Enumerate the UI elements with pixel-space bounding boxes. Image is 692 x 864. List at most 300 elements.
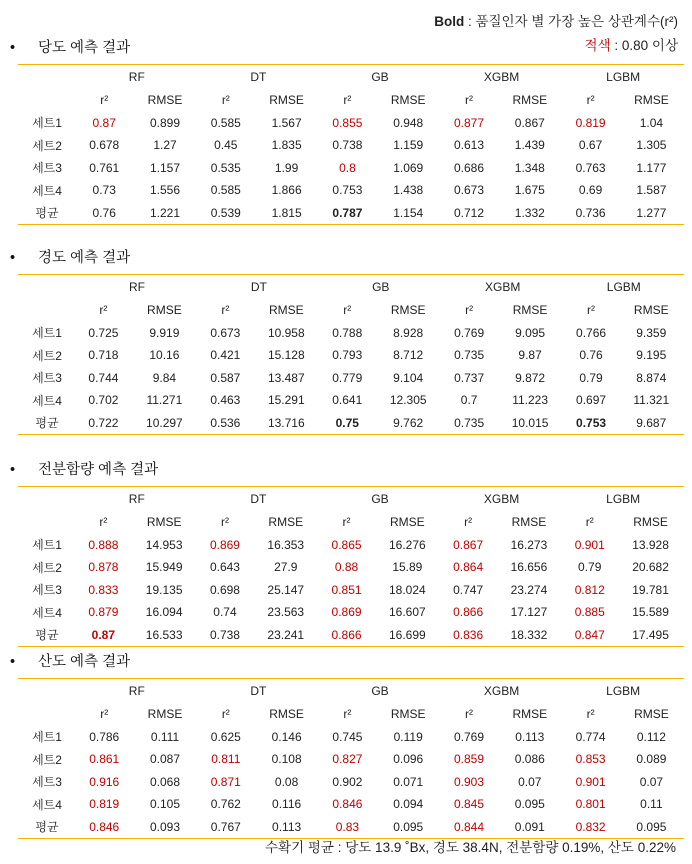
table-cell: 1.159 xyxy=(393,138,424,153)
table-cell: 1.439 xyxy=(514,138,545,153)
table-cell: 0.73 xyxy=(92,183,116,198)
corner-cell xyxy=(18,487,76,512)
table-cell: 0.859 xyxy=(453,752,485,767)
table-cell: 0.867 xyxy=(514,115,545,130)
section-title-text: 산도 예측 결과 xyxy=(38,654,131,670)
model-header: XGBM xyxy=(441,487,563,512)
section-title xyxy=(10,246,130,267)
table-cell: 13.716 xyxy=(253,412,320,435)
model-header: DT xyxy=(198,487,320,512)
row-label: 세트2 xyxy=(32,138,62,153)
table-cell: 0.738 xyxy=(198,624,253,647)
table-cell: 0.861 xyxy=(89,752,120,767)
table-cell: 0.116 xyxy=(272,797,302,812)
table-cell: 0.737 xyxy=(454,370,485,385)
table-cell: 0.747 xyxy=(453,582,484,597)
row-label: 세트1 xyxy=(32,116,62,131)
table-cell: 0.67 xyxy=(578,138,603,153)
table-cell: 0.846 xyxy=(76,816,132,839)
table-cell: 0.787 xyxy=(319,202,375,225)
metric-header: RMSE xyxy=(634,707,669,722)
row-label: 세트3 xyxy=(32,775,62,790)
table-cell: 1.348 xyxy=(514,160,545,175)
metric-header: r² xyxy=(465,303,474,318)
table-cell: 0.146 xyxy=(271,729,302,744)
table-cell: 0.851 xyxy=(331,582,362,597)
table-cell: 0.836 xyxy=(441,624,496,647)
model-header-row xyxy=(18,679,684,704)
table-cell: 0.702 xyxy=(88,393,119,408)
metric-header: r² xyxy=(586,93,595,108)
table-cell: 16.273 xyxy=(510,537,548,552)
table-cell: 0.735 xyxy=(442,412,497,435)
table-cell: 0.613 xyxy=(453,138,485,153)
table-cell: 15.949 xyxy=(145,560,183,575)
metric-header: r² xyxy=(464,515,473,530)
table-cell: 0.087 xyxy=(150,752,181,767)
table-cell: 0.698 xyxy=(209,582,240,597)
table-cell: 9.762 xyxy=(375,412,442,435)
metric-header-row xyxy=(18,703,684,726)
table-cell: 1.154 xyxy=(376,202,441,225)
table-row xyxy=(18,624,684,647)
table-row xyxy=(18,367,684,390)
row-label: 세트2 xyxy=(32,348,62,363)
model-header-row xyxy=(18,275,684,300)
table-row xyxy=(18,202,684,225)
metric-header: r² xyxy=(343,707,352,722)
table-cell: 10.297 xyxy=(131,412,198,435)
metric-header: RMSE xyxy=(633,515,668,530)
metric-header: r² xyxy=(586,707,595,722)
table-cell: 1.04 xyxy=(639,115,664,130)
model-header-row xyxy=(18,487,684,512)
table-cell: 0.11 xyxy=(640,797,663,812)
legend-red-label: 적색 xyxy=(584,38,611,53)
model-header: XGBM xyxy=(441,679,563,704)
metric-header: RMSE xyxy=(269,707,304,722)
table-cell: 9.687 xyxy=(618,412,684,435)
table-cell: 0.832 xyxy=(562,816,618,839)
table-cell: 10.16 xyxy=(149,348,180,363)
model-header: XGBM xyxy=(442,275,564,300)
table-cell: 0.45 xyxy=(214,138,238,153)
row-label: 평균 xyxy=(18,624,76,647)
results-table xyxy=(18,678,684,839)
table-cell: 0.071 xyxy=(393,774,424,789)
table-cell: 0.113 xyxy=(254,816,319,839)
table-cell: 0.587 xyxy=(210,370,241,385)
table-cell: 0.643 xyxy=(209,560,240,575)
table-cell: 16.276 xyxy=(388,537,426,552)
table-cell: 0.095 xyxy=(376,816,441,839)
corner-cell xyxy=(18,679,76,704)
table-cell: 0.068 xyxy=(150,774,181,789)
model-header: GB xyxy=(319,679,441,704)
table-cell: 23.563 xyxy=(267,605,305,620)
table-cell: 0.869 xyxy=(209,537,240,552)
table-cell: 1.277 xyxy=(619,202,684,225)
table-cell: 9.919 xyxy=(149,325,180,340)
table-cell: 9.84 xyxy=(152,370,177,385)
table-cell: 25.147 xyxy=(267,582,305,597)
table-cell: 0.779 xyxy=(332,370,363,385)
table-cell: 8.928 xyxy=(393,325,424,340)
metric-header: RMSE xyxy=(390,707,426,722)
table-cell: 1.815 xyxy=(254,202,319,225)
table-row xyxy=(18,601,684,624)
row-label: 평균 xyxy=(18,202,76,225)
table-cell: 0.774 xyxy=(575,729,606,744)
table-cell: 0.712 xyxy=(441,202,497,225)
table-row xyxy=(18,534,684,557)
table-cell: 0.421 xyxy=(210,348,241,363)
table-cell: 0.7 xyxy=(460,393,478,408)
table-cell: 0.093 xyxy=(132,816,197,839)
table-cell: 0.788 xyxy=(332,325,363,340)
table-cell: 0.738 xyxy=(332,138,363,153)
table-cell: 17.127 xyxy=(510,605,548,620)
model-header: DT xyxy=(198,679,320,704)
table-cell: 1.221 xyxy=(132,202,197,225)
model-header: RF xyxy=(76,65,198,90)
table-cell: 1.157 xyxy=(150,160,181,175)
section-title xyxy=(10,458,158,479)
metric-header: r² xyxy=(465,93,473,108)
metric-header: r² xyxy=(99,515,108,530)
table-cell: 0.827 xyxy=(332,752,363,767)
metric-header-row xyxy=(18,511,684,534)
table-cell: 0.901 xyxy=(574,537,605,552)
table-cell: 0.83 xyxy=(319,816,375,839)
corner-cell xyxy=(18,89,76,112)
metric-header: r² xyxy=(220,515,229,530)
table-cell: 0.585 xyxy=(210,115,241,130)
table-cell: 9.095 xyxy=(515,325,546,340)
table-cell: 0.722 xyxy=(76,412,131,435)
metric-header: RMSE xyxy=(511,515,547,530)
metric-header: r² xyxy=(342,515,351,530)
table-cell: 0.686 xyxy=(453,160,485,175)
table-cell: 12.305 xyxy=(389,393,427,408)
table-cell: 11.271 xyxy=(146,393,183,408)
model-header: LGBM xyxy=(562,487,684,512)
table-cell: 0.725 xyxy=(88,325,119,340)
bullet-icon: • xyxy=(10,462,16,478)
metric-header: RMSE xyxy=(390,93,426,108)
table-cell: 1.835 xyxy=(271,138,302,153)
table-cell: 9.104 xyxy=(393,370,424,385)
table-cell: 0.855 xyxy=(332,115,363,130)
metric-header: r² xyxy=(587,303,596,318)
table-row xyxy=(18,179,684,202)
table-cell: 0.108 xyxy=(271,752,302,767)
table-cell: 0.095 xyxy=(619,816,684,839)
table-cell: 0.625 xyxy=(210,729,241,744)
metric-header: r² xyxy=(465,707,473,722)
metric-header: RMSE xyxy=(268,515,304,530)
metric-header: r² xyxy=(221,707,230,722)
table-cell: 1.305 xyxy=(636,138,667,153)
table-cell: 0.08 xyxy=(274,774,299,789)
table-row xyxy=(18,389,684,412)
table-row xyxy=(18,748,684,771)
table-cell: 0.845 xyxy=(453,797,485,812)
table-cell: 0.763 xyxy=(575,160,606,175)
table-cell: 15.89 xyxy=(392,560,423,575)
corner-cell xyxy=(18,65,76,90)
table-cell: 0.095 xyxy=(514,797,545,812)
table-row xyxy=(18,556,684,579)
table-cell: 0.07 xyxy=(639,774,664,789)
table-cell: 23.241 xyxy=(252,624,319,647)
table-cell: 17.495 xyxy=(617,624,684,647)
metric-header: RMSE xyxy=(633,303,669,318)
table-cell: 9.359 xyxy=(636,325,667,340)
table-cell: 16.607 xyxy=(388,605,426,620)
section-title-text: 경도 예측 결과 xyxy=(38,250,131,266)
table-cell: 0.801 xyxy=(575,797,606,812)
table-cell: 0.879 xyxy=(88,605,119,620)
section-title xyxy=(10,36,130,57)
table-cell: 0.846 xyxy=(332,797,363,812)
table-cell: 0.916 xyxy=(89,774,120,789)
bullet-icon: • xyxy=(10,654,16,670)
row-label: 평균 xyxy=(18,816,76,839)
table-cell: 0.769 xyxy=(454,325,485,340)
table-cell: 0.811 xyxy=(211,752,241,767)
section-title-text: 당도 예측 결과 xyxy=(38,40,131,56)
table-cell: 16.656 xyxy=(510,560,548,575)
row-label: 세트1 xyxy=(32,730,62,745)
model-header: LGBM xyxy=(562,65,684,90)
metric-header-row xyxy=(18,299,684,322)
table-cell: 27.9 xyxy=(274,560,298,575)
metric-header: r² xyxy=(585,515,594,530)
legend-red-text: : 0.80 이상 xyxy=(610,38,678,53)
table-cell: 16.533 xyxy=(131,624,198,647)
table-cell: 0.086 xyxy=(514,752,545,767)
table-cell: 0.903 xyxy=(453,774,485,789)
table-cell: 16.094 xyxy=(145,605,183,620)
metric-header: r² xyxy=(221,303,230,318)
row-label: 세트2 xyxy=(32,560,62,575)
row-label: 세트4 xyxy=(32,797,62,812)
corner-cell xyxy=(18,275,76,300)
table-row xyxy=(18,112,684,135)
table-cell: 0.745 xyxy=(332,729,363,744)
table-cell: 0.769 xyxy=(453,729,485,744)
table-cell: 0.899 xyxy=(150,115,181,130)
table-cell: 0.091 xyxy=(497,816,562,839)
table-cell: 1.438 xyxy=(393,183,424,198)
metric-header: RMSE xyxy=(147,707,183,722)
table-cell: 0.111 xyxy=(150,729,180,744)
metric-header: r² xyxy=(221,93,230,108)
table-cell: 0.87 xyxy=(92,115,116,130)
metric-header: RMSE xyxy=(634,93,669,108)
table-cell: 18.332 xyxy=(496,624,563,647)
results-table xyxy=(18,274,684,435)
model-header: LGBM xyxy=(564,275,684,300)
table-cell: 0.76 xyxy=(579,348,603,363)
table-cell: 10.015 xyxy=(497,412,564,435)
table-cell: 9.195 xyxy=(636,348,667,363)
table-cell: 0.878 xyxy=(88,560,119,575)
legend-red xyxy=(585,34,678,54)
bullet-icon: • xyxy=(10,250,16,266)
bullet-icon: • xyxy=(10,40,16,56)
table-cell: 0.948 xyxy=(393,115,424,130)
table-cell: 0.853 xyxy=(575,752,606,767)
table-row xyxy=(18,412,684,435)
metric-header: RMSE xyxy=(512,707,548,722)
table-cell: 16.699 xyxy=(374,624,441,647)
table-row xyxy=(18,322,684,345)
table-cell: 9.87 xyxy=(518,348,542,363)
table-cell: 0.871 xyxy=(210,774,241,789)
table-cell: 0.819 xyxy=(89,797,120,812)
model-header-row xyxy=(18,65,684,90)
table-cell: 11.223 xyxy=(512,393,548,408)
table-cell: 1.27 xyxy=(153,138,177,153)
row-label: 세트1 xyxy=(32,538,62,553)
table-cell: 1.332 xyxy=(497,202,562,225)
metric-header: RMSE xyxy=(147,303,182,318)
table-cell: 0.75 xyxy=(320,412,375,435)
table-cell: 0.864 xyxy=(453,560,484,575)
metric-header: RMSE xyxy=(269,93,304,108)
table-cell: 1.069 xyxy=(393,160,424,175)
table-cell: 0.865 xyxy=(331,537,362,552)
table-cell: 0.901 xyxy=(575,774,606,789)
row-label: 세트4 xyxy=(32,393,62,408)
table-cell: 1.567 xyxy=(271,115,302,130)
model-header: GB xyxy=(320,275,442,300)
table-cell: 0.736 xyxy=(562,202,618,225)
table-cell: 0.888 xyxy=(88,537,119,552)
table-cell: 18.024 xyxy=(388,582,426,597)
table-cell: 20.682 xyxy=(632,560,669,575)
table-cell: 0.793 xyxy=(332,348,363,363)
corner-cell xyxy=(18,299,76,322)
table-cell: 0.673 xyxy=(210,325,241,340)
table-row xyxy=(18,771,684,794)
table-cell: 1.556 xyxy=(150,183,181,198)
table-cell: 0.766 xyxy=(576,325,607,340)
metric-header-row xyxy=(18,89,684,112)
table-cell: 8.874 xyxy=(636,370,667,385)
table-cell: 13.928 xyxy=(632,537,669,552)
footer-note: 수확기 평균 : 당도 13.9 ˚Bx, 경도 38.4N, 전분함량 0.19%, 산도 0.22% xyxy=(265,840,676,855)
row-label: 세트3 xyxy=(32,583,62,598)
table-cell: 19.135 xyxy=(145,582,183,597)
table-cell: 0.88 xyxy=(334,560,359,575)
model-header: XGBM xyxy=(441,65,563,90)
table-cell: 0.673 xyxy=(453,183,485,198)
metric-header: RMSE xyxy=(390,303,426,318)
metric-header: r² xyxy=(100,707,109,722)
table-cell: 0.8 xyxy=(339,160,356,175)
table-cell: 0.847 xyxy=(562,624,617,647)
table-cell: 0.463 xyxy=(210,393,241,408)
table-cell: 0.744 xyxy=(88,370,119,385)
table-cell: 9.872 xyxy=(515,370,546,385)
table-cell: 13.487 xyxy=(267,370,305,385)
table-cell: 1.675 xyxy=(514,183,545,198)
table-cell: 1.177 xyxy=(636,160,667,175)
row-label: 세트4 xyxy=(32,605,62,620)
model-header: RF xyxy=(76,275,198,300)
table-cell: 15.128 xyxy=(267,348,305,363)
table-cell: 0.69 xyxy=(578,183,603,198)
table-row xyxy=(18,344,684,367)
table-row xyxy=(18,134,684,157)
table-cell: 0.585 xyxy=(210,183,241,198)
table-cell: 0.753 xyxy=(332,183,363,198)
table-cell: 0.753 xyxy=(564,412,619,435)
model-header: RF xyxy=(76,679,198,704)
row-label: 평균 xyxy=(18,412,76,435)
model-header: GB xyxy=(319,487,441,512)
metric-header: RMSE xyxy=(146,515,182,530)
table-cell: 0.866 xyxy=(319,624,374,647)
table-cell: 0.902 xyxy=(332,774,363,789)
table-cell: 0.678 xyxy=(89,138,120,153)
table-cell: 0.113 xyxy=(515,729,545,744)
table-cell: 15.291 xyxy=(267,393,305,408)
table-cell: 0.867 xyxy=(453,537,484,552)
metric-header: RMSE xyxy=(268,303,304,318)
table-cell: 0.761 xyxy=(89,160,120,175)
table-cell: 0.089 xyxy=(636,752,667,767)
table-row xyxy=(18,157,684,180)
results-table xyxy=(18,486,684,647)
legend-bold-text: : 품질인자 별 가장 높은 상관계수(r²) xyxy=(464,14,678,29)
metric-header: r² xyxy=(100,93,109,108)
table-cell: 0.105 xyxy=(150,797,181,812)
table-cell: 16.353 xyxy=(267,537,305,552)
model-header: GB xyxy=(319,65,441,90)
table-cell: 0.812 xyxy=(574,582,605,597)
table-cell: 0.735 xyxy=(454,348,485,363)
table-cell: 0.819 xyxy=(575,115,606,130)
table-cell: 8.712 xyxy=(393,348,424,363)
table-cell: 0.786 xyxy=(89,729,120,744)
row-label: 세트3 xyxy=(32,161,62,176)
table-cell: 0.869 xyxy=(331,605,362,620)
table-cell: 0.539 xyxy=(198,202,254,225)
table-cell: 1.587 xyxy=(636,183,667,198)
metric-header: RMSE xyxy=(147,93,183,108)
table-cell: 0.833 xyxy=(88,582,119,597)
table-row xyxy=(18,793,684,816)
table-cell: 0.641 xyxy=(332,393,363,408)
table-cell: 0.535 xyxy=(210,160,241,175)
table-cell: 0.877 xyxy=(453,115,485,130)
table-cell: 0.112 xyxy=(636,729,666,744)
model-header: LGBM xyxy=(562,679,684,704)
legend-bold xyxy=(434,10,678,30)
metric-header: r² xyxy=(343,303,352,318)
metric-header: r² xyxy=(99,303,108,318)
table-cell: 0.79 xyxy=(578,560,602,575)
table-cell: 14.953 xyxy=(145,537,183,552)
table-cell: 0.87 xyxy=(76,624,131,647)
corner-cell xyxy=(18,703,76,726)
table-cell: 11.321 xyxy=(633,393,670,408)
table-cell: 0.697 xyxy=(576,393,607,408)
